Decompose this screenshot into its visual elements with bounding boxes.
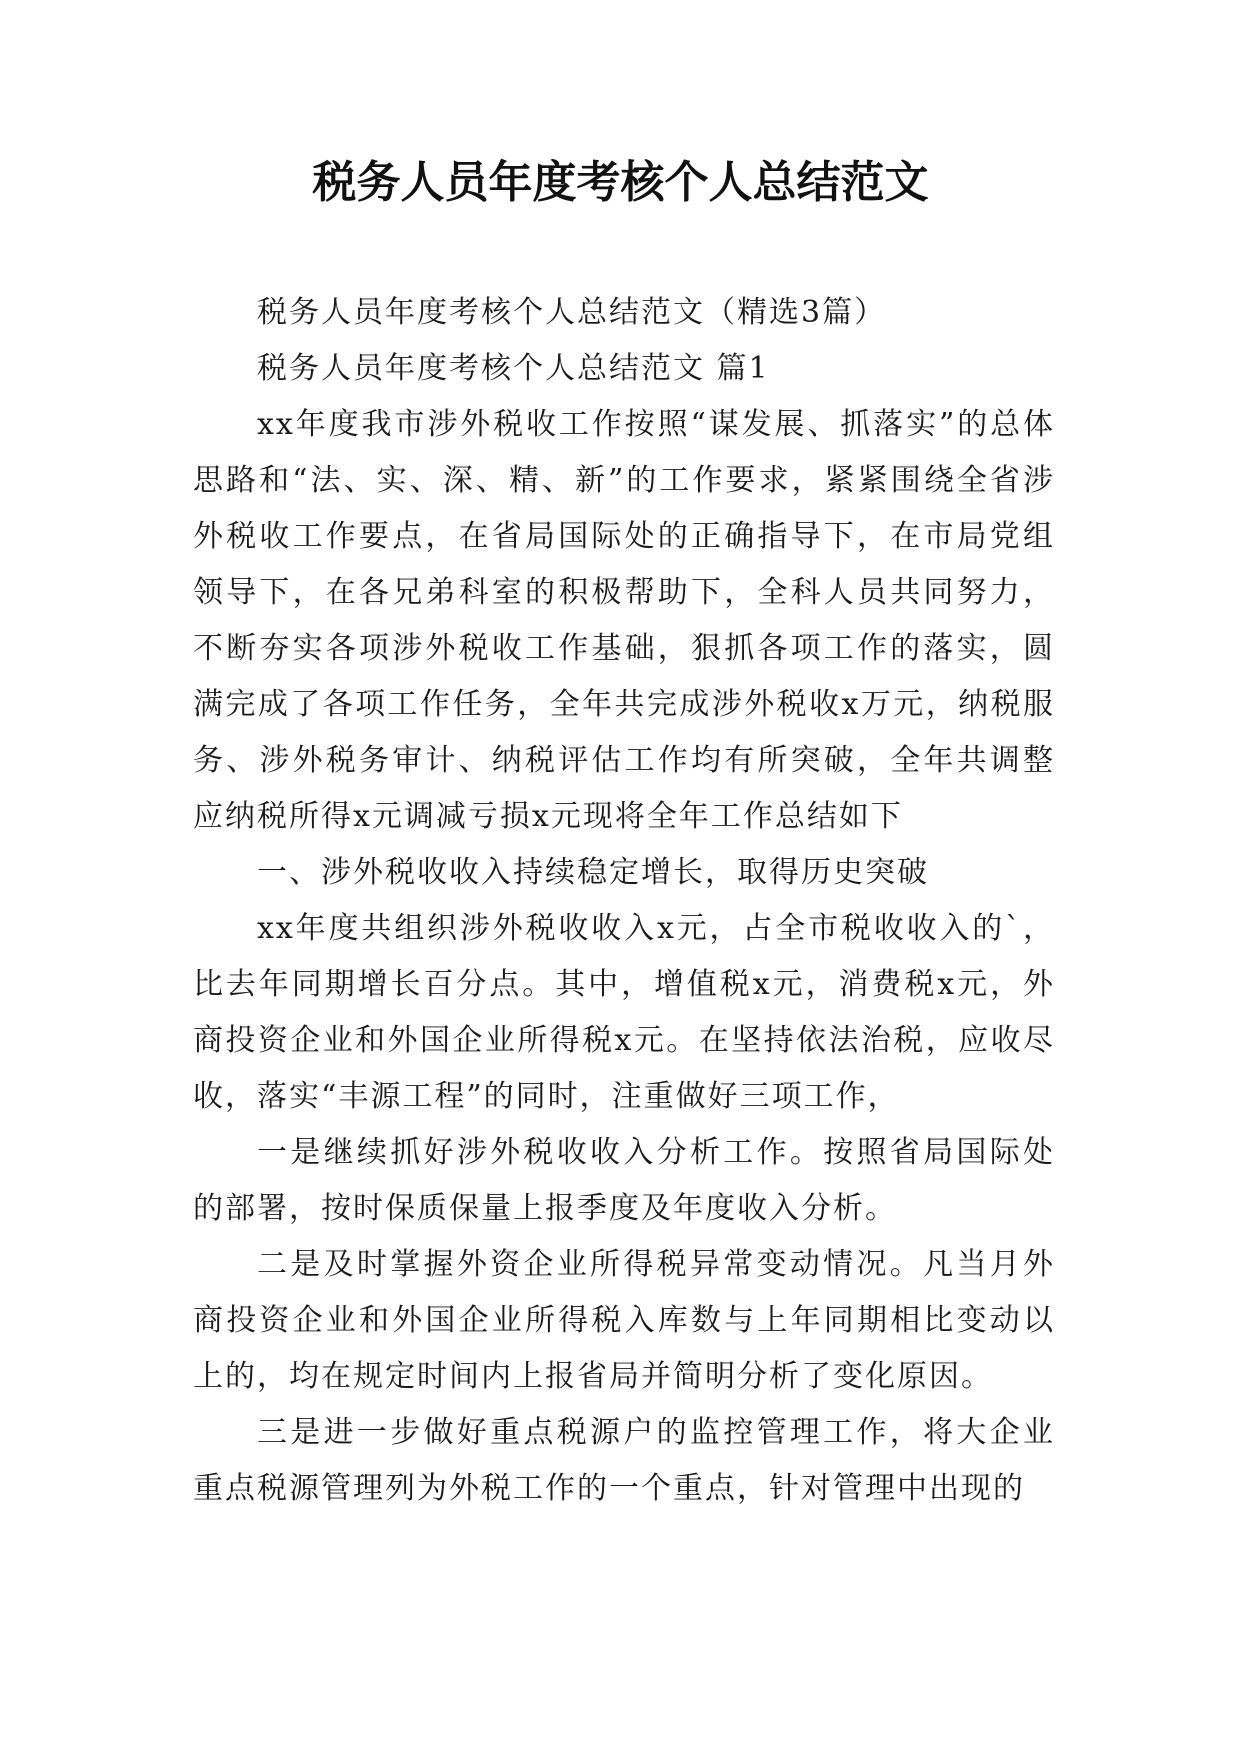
paragraph-item-1: 一是继续抓好涉外税收收入分析工作。按照省局国际处的部署，按时保质保量上报季度及年度收入分析。	[193, 1135, 1055, 1226]
paragraph-item-2: 二是及时掌握外资企业所得税异常变动情况。凡当月外商投资企业和外国企业所得税入库数与上年同期相比变动以上的，均在规定时间内上报省局并简明分析了变化原因。	[193, 1247, 1055, 1394]
paragraph-revenue: xx年度共组织涉外税收收入x元，占全市税收收入的`，比去年同期增长百分点。其中，增值税x元，消费税x元，外商投资企业和外国企业所得税x元。在坚持依法治税，应收尽收，落实“丰源工程”的同时，注重做好三项工作，	[193, 911, 1055, 1114]
subtitle-collection: 税务人员年度考核个人总结范文（精选3篇）	[257, 295, 887, 330]
subtitle-part-1: 税务人员年度考核个人总结范文 篇1	[257, 351, 770, 386]
section-heading-1: 一、涉外税收收入持续稳定增长，取得历史突破	[257, 855, 929, 890]
paragraph-intro: xx年度我市涉外税收工作按照“谋发展、抓落实”的总体思路和“法、实、深、精、新”的工作要求，紧紧围绕全省涉外税收工作要点，在省局国际处的正确指导下，在市局党组领导下，在各兄弟科室的积极帮助下，全科人员共同努力，不断夯实各项涉外税收工作基础，狠抓各项工作的落实，圆满完成了各项工作任务，全年共完成涉外税收x万元，纳税服务、涉外税务审计、纳税评估工作均有所突破，全年共调整应纳税所得x元调减亏损x元现将全年工作总结如下	[193, 407, 1055, 834]
document-body	[193, 285, 1055, 1517]
document-title: 税务人员年度考核个人总结范文	[312, 157, 929, 208]
paragraph-item-3: 三是进一步做好重点税源户的监控管理工作，将大企业重点税源管理列为外税工作的一个重点，针对管理中出现的	[193, 1415, 1055, 1506]
